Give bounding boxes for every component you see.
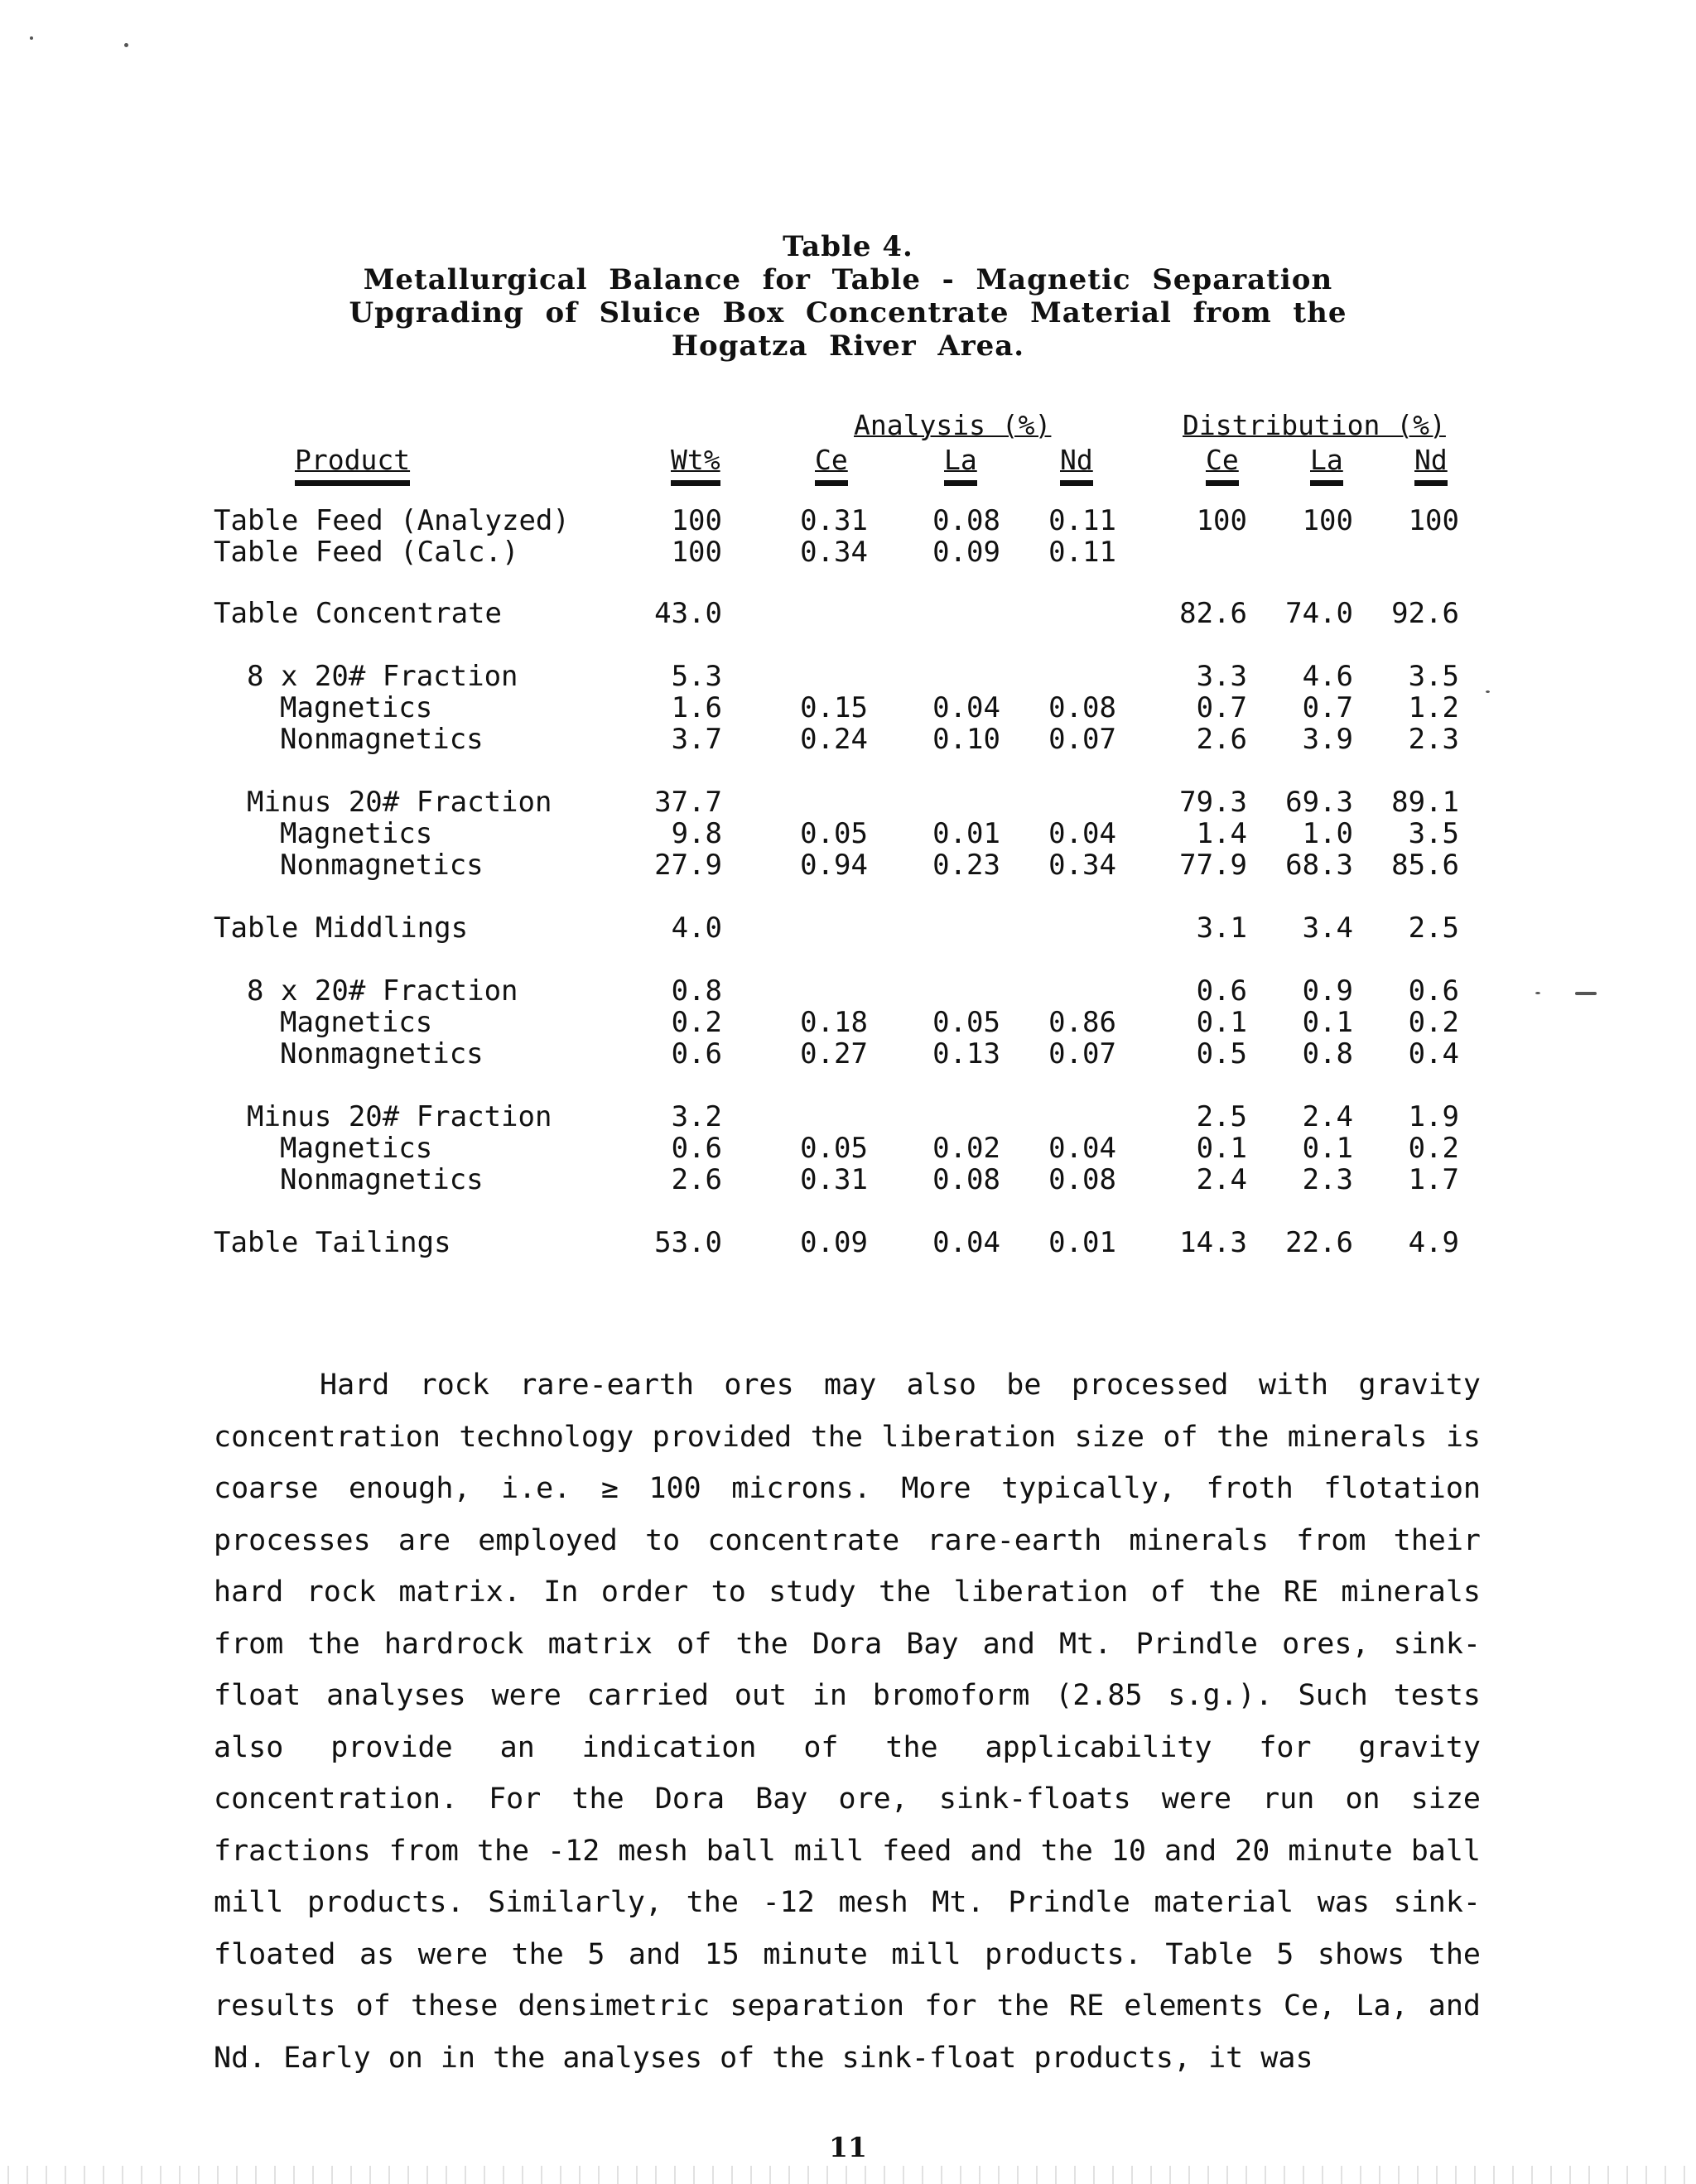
table-row — [0, 849, 1696, 881]
distribution-la-value: 3.9 — [1302, 723, 1353, 756]
table-row — [0, 598, 1696, 629]
analysis-nd-value: 0.11 — [1048, 504, 1116, 537]
distribution-nd-value: 0.2 — [1408, 1006, 1459, 1039]
distribution-ce-value: 2.4 — [1196, 1163, 1247, 1196]
table-row — [0, 912, 1696, 944]
distribution-group-header: Distribution (%) — [1183, 409, 1446, 441]
wt-value: 0.6 — [671, 1132, 722, 1165]
distribution-ce-value: 3.1 — [1196, 912, 1247, 945]
distribution-la-header: La — [1310, 444, 1343, 476]
analysis-ce-header: Ce — [815, 444, 848, 476]
distribution-ce-value: 2.5 — [1196, 1100, 1247, 1133]
page-number: 11 — [829, 2131, 867, 2163]
distribution-nd-value: 100 — [1408, 504, 1459, 537]
wt-value: 3.7 — [671, 723, 722, 756]
row-label: Table Tailings — [214, 1226, 451, 1259]
scan-speck — [1486, 690, 1490, 693]
distribution-nd-value: 1.2 — [1408, 691, 1459, 724]
analysis-group-header: Analysis (%) — [854, 409, 1052, 441]
distribution-ce-value: 2.6 — [1196, 723, 1247, 756]
wt-value: 9.8 — [671, 817, 722, 850]
distribution-nd-value: 92.6 — [1391, 597, 1459, 630]
row-label: Magnetics — [280, 817, 433, 850]
row-label: Nonmagnetics — [280, 849, 484, 882]
analysis-nd-value: 0.08 — [1048, 1163, 1116, 1196]
row-label: Nonmagnetics — [280, 723, 484, 756]
distribution-ce-value: 79.3 — [1179, 786, 1247, 819]
table-caption — [0, 230, 1696, 363]
distribution-la-value: 0.9 — [1302, 974, 1353, 1008]
distribution-ce-value: 82.6 — [1179, 597, 1247, 630]
table-row — [0, 692, 1696, 724]
row-label: 8 x 20# Fraction — [247, 974, 518, 1008]
distribution-ce-header: Ce — [1206, 444, 1239, 476]
wt-value: 0.8 — [671, 974, 722, 1008]
wt-value: 37.7 — [654, 786, 722, 819]
distribution-la-value: 100 — [1302, 504, 1353, 537]
distribution-la-value: 74.0 — [1285, 597, 1353, 630]
wt-value: 100 — [671, 504, 722, 537]
distribution-nd-header: Nd — [1414, 444, 1448, 476]
analysis-nd-value: 0.04 — [1048, 1132, 1116, 1165]
row-label: Magnetics — [280, 691, 433, 724]
scan-speck — [30, 36, 33, 40]
wt-value: 0.2 — [671, 1006, 722, 1039]
analysis-nd-value: 0.34 — [1048, 849, 1116, 882]
row-label: Magnetics — [280, 1006, 433, 1039]
distribution-ce-value: 100 — [1196, 504, 1247, 537]
distribution-ce-value: 14.3 — [1179, 1226, 1247, 1259]
analysis-la-value: 0.13 — [932, 1037, 1000, 1070]
wt-value: 4.0 — [671, 912, 722, 945]
analysis-nd-value: 0.07 — [1048, 1037, 1116, 1070]
table-row — [0, 787, 1696, 818]
distribution-la-value: 69.3 — [1285, 786, 1353, 819]
wt-value: 27.9 — [654, 849, 722, 882]
distribution-nd-value: 1.7 — [1408, 1163, 1459, 1196]
table-row — [0, 505, 1696, 536]
distribution-la-value: 2.4 — [1302, 1100, 1353, 1133]
analysis-ce-value: 0.31 — [800, 504, 868, 537]
table-row — [0, 661, 1696, 692]
analysis-la-value: 0.04 — [932, 1226, 1000, 1259]
distribution-nd-value: 2.3 — [1408, 723, 1459, 756]
distribution-la-value: 0.1 — [1302, 1006, 1353, 1039]
analysis-ce-value: 0.27 — [800, 1037, 868, 1070]
analysis-nd-value: 0.01 — [1048, 1226, 1116, 1259]
distribution-la-value: 0.1 — [1302, 1132, 1353, 1165]
analysis-la-value: 0.08 — [932, 1163, 1000, 1196]
wt-value: 2.6 — [671, 1163, 722, 1196]
wt-value: 43.0 — [654, 597, 722, 630]
analysis-la-value: 0.08 — [932, 504, 1000, 537]
analysis-ce-value: 0.31 — [800, 1163, 868, 1196]
scan-speck — [124, 43, 128, 47]
distribution-la-value: 4.6 — [1302, 660, 1353, 693]
distribution-nd-value: 4.9 — [1408, 1226, 1459, 1259]
analysis-ce-value: 0.18 — [800, 1006, 868, 1039]
table-row — [0, 724, 1696, 755]
row-label: Table Concentrate — [214, 597, 502, 630]
distribution-la-value: 1.0 — [1302, 817, 1353, 850]
table-row — [0, 1038, 1696, 1070]
table-title-line-1: Metallurgical Balance for Table - Magnetic Separation — [363, 263, 1333, 296]
body-paragraph — [214, 1359, 1481, 2084]
analysis-ce-value: 0.94 — [800, 849, 868, 882]
paragraph-text: Hard rock rare-earth ores may also be processed with gravity concentration technology provided the liberation size of the minerals is coarse enough, i.e. ≥ 100 microns. More typically, froth flotation processes are employed to concentrate rare-earth minerals from their hard rock matrix. In order to study the liberation of the RE minerals from the hardrock matrix of the Dora Bay and Mt. Prindle ores, sink-float analyses were carried out in bromoform (2.85 s.g.). Such tests also provide an indication of the applicability for gravity concentration. For the Dora Bay ore, sink-floats were run on size fractions from the -12 mesh ball mill feed and the 10 and 20 minute ball mill products. Similarly, the -12 mesh Mt. Prindle material was sink-floated as were the 5 and 15 minute mill products. Table 5 shows the results of these densimetric separation for the RE elements Ce, La, and Nd. Early on in the analyses of the sink-float products, it was — [214, 1369, 1481, 2075]
analysis-ce-value: 0.05 — [800, 1132, 868, 1165]
analysis-nd-header: Nd — [1060, 444, 1093, 476]
row-label: 8 x 20# Fraction — [247, 660, 518, 693]
distribution-ce-value: 0.7 — [1196, 691, 1247, 724]
wt-value: 1.6 — [671, 691, 722, 724]
analysis-ce-value: 0.09 — [800, 1226, 868, 1259]
distribution-ce-value: 0.6 — [1196, 974, 1247, 1008]
row-label: Minus 20# Fraction — [247, 786, 552, 819]
row-label: Table Feed (Calc.) — [214, 536, 519, 569]
row-label: Minus 20# Fraction — [247, 1100, 552, 1133]
analysis-la-header: La — [944, 444, 977, 476]
analysis-la-value: 0.01 — [932, 817, 1000, 850]
distribution-nd-value: 1.9 — [1408, 1100, 1459, 1133]
distribution-nd-value: 0.2 — [1408, 1132, 1459, 1165]
analysis-la-value: 0.23 — [932, 849, 1000, 882]
row-label: Nonmagnetics — [280, 1163, 484, 1196]
distribution-ce-value: 0.1 — [1196, 1132, 1247, 1165]
distribution-ce-value: 3.3 — [1196, 660, 1247, 693]
distribution-la-value: 68.3 — [1285, 849, 1353, 882]
distribution-nd-value: 3.5 — [1408, 660, 1459, 693]
distribution-la-value: 0.8 — [1302, 1037, 1353, 1070]
distribution-nd-value: 89.1 — [1391, 786, 1459, 819]
wt-value: 5.3 — [671, 660, 722, 693]
wt-value: 100 — [671, 536, 722, 569]
distribution-nd-value: 3.5 — [1408, 817, 1459, 850]
scan-speck — [1575, 992, 1597, 995]
analysis-ce-value: 0.34 — [800, 536, 868, 569]
wt-value: 0.6 — [671, 1037, 722, 1070]
scan-noise-strip — [0, 2166, 1696, 2184]
distribution-ce-value: 0.5 — [1196, 1037, 1247, 1070]
distribution-la-value: 0.7 — [1302, 691, 1353, 724]
distribution-nd-value: 85.6 — [1391, 849, 1459, 882]
analysis-la-value: 0.09 — [932, 536, 1000, 569]
wt-value: 53.0 — [654, 1226, 722, 1259]
table-number: Table 4. — [783, 230, 913, 263]
analysis-nd-value: 0.07 — [1048, 723, 1116, 756]
analysis-ce-value: 0.05 — [800, 817, 868, 850]
table-row — [0, 975, 1696, 1007]
distribution-la-value: 22.6 — [1285, 1226, 1353, 1259]
table-row — [0, 1101, 1696, 1133]
analysis-la-value: 0.04 — [932, 691, 1000, 724]
row-label: Table Feed (Analyzed) — [214, 504, 570, 537]
analysis-la-value: 0.10 — [932, 723, 1000, 756]
analysis-nd-value: 0.11 — [1048, 536, 1116, 569]
table-title-line-2: Upgrading of Sluice Box Concentrate Material from the — [349, 296, 1347, 330]
table-row — [0, 536, 1696, 568]
distribution-nd-value: 0.6 — [1408, 974, 1459, 1008]
row-label: Nonmagnetics — [280, 1037, 484, 1070]
product-column-header: Product — [295, 444, 411, 476]
distribution-la-value: 2.3 — [1302, 1163, 1353, 1196]
analysis-la-value: 0.05 — [932, 1006, 1000, 1039]
analysis-nd-value: 0.04 — [1048, 817, 1116, 850]
row-label: Table Middlings — [214, 912, 469, 945]
table-row — [0, 1133, 1696, 1164]
table-row — [0, 1164, 1696, 1195]
analysis-nd-value: 0.08 — [1048, 691, 1116, 724]
wt-value: 3.2 — [671, 1100, 722, 1133]
table-row — [0, 1007, 1696, 1038]
distribution-nd-value: 0.4 — [1408, 1037, 1459, 1070]
distribution-ce-value: 0.1 — [1196, 1006, 1247, 1039]
analysis-ce-value: 0.15 — [800, 691, 868, 724]
row-label: Magnetics — [280, 1132, 433, 1165]
table-row — [0, 818, 1696, 849]
wt-column-header: Wt% — [671, 444, 720, 476]
table-title-line-3: Hogatza River Area. — [671, 330, 1025, 363]
analysis-ce-value: 0.24 — [800, 723, 868, 756]
table-row — [0, 1227, 1696, 1258]
distribution-la-value: 3.4 — [1302, 912, 1353, 945]
distribution-ce-value: 1.4 — [1196, 817, 1247, 850]
analysis-nd-value: 0.86 — [1048, 1006, 1116, 1039]
distribution-ce-value: 77.9 — [1179, 849, 1247, 882]
distribution-nd-value: 2.5 — [1408, 912, 1459, 945]
analysis-la-value: 0.02 — [932, 1132, 1000, 1165]
scan-speck — [1535, 992, 1540, 994]
